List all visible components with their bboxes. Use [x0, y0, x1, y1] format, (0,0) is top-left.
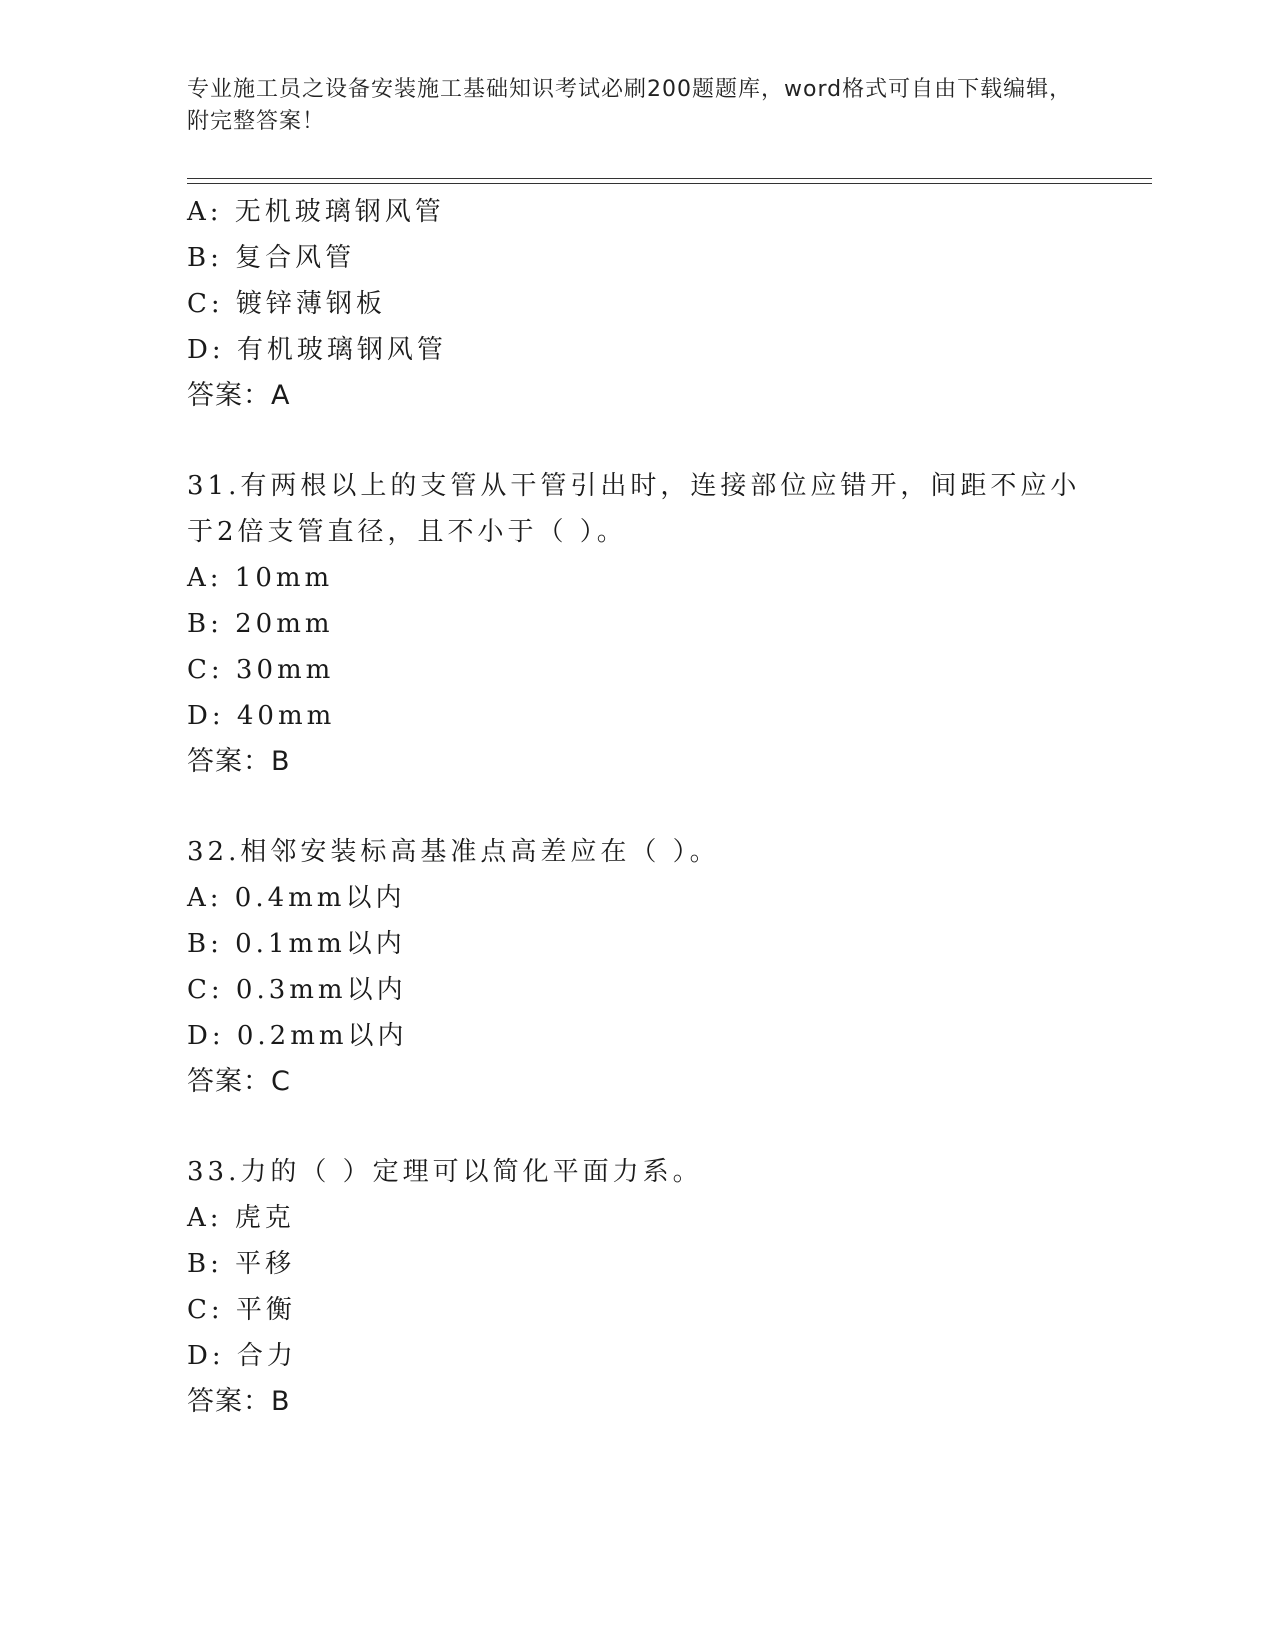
answer-line: 答案：A	[187, 380, 291, 411]
spacer	[187, 785, 1152, 829]
option-d: D: 合力	[187, 1341, 297, 1371]
option-b: B: 0.1mm以内	[187, 929, 406, 959]
document-body	[187, 189, 1152, 1425]
option-d: D: 有机玻璃钢风管	[187, 335, 447, 365]
option-b: B: 平移	[187, 1249, 296, 1279]
question-text: 32.相邻安装标高基准点高差应在（ ）。	[187, 837, 720, 867]
header-rule-top	[187, 178, 1152, 179]
document-header: 专业施工员之设备安装施工基础知识考试必刷200题题库，word格式可自由下载编辑，附完整答案！	[187, 77, 1073, 134]
question-text: 33.力的（ ）定理可以简化平面力系。	[187, 1157, 703, 1187]
option-a: A: 无机玻璃钢风管	[187, 197, 445, 227]
question-block-31	[187, 463, 1152, 785]
option-c: C: 镀锌薄钢板	[187, 289, 386, 319]
header-rule-bottom	[187, 183, 1152, 184]
option-d: D: 0.2mm以内	[187, 1021, 408, 1051]
option-a: A: 虎克	[187, 1203, 295, 1233]
option-c: C: 30mm	[187, 655, 335, 685]
option-b: B: 复合风管	[187, 243, 356, 273]
option-b: B: 20mm	[187, 609, 334, 639]
option-a: A: 0.4mm以内	[187, 883, 406, 913]
option-a: A: 10mm	[187, 563, 334, 593]
option-d: D: 40mm	[187, 701, 336, 731]
answer-line: 答案：C	[187, 1066, 291, 1097]
spacer	[187, 1105, 1152, 1149]
option-c: C: 0.3mm以内	[187, 975, 407, 1005]
spacer	[187, 419, 1152, 463]
question-text: 31.有两根以上的支管从干管引出时，连接部位应错开，间距不应小于2倍支管直径，且不小于（ ）。	[187, 471, 1081, 547]
question-block-33	[187, 1149, 1152, 1425]
option-c: C: 平衡	[187, 1295, 296, 1325]
question-block-30	[187, 189, 1152, 419]
answer-line: 答案：B	[187, 1386, 291, 1417]
question-block-32	[187, 829, 1152, 1105]
answer-line: 答案：B	[187, 746, 291, 777]
